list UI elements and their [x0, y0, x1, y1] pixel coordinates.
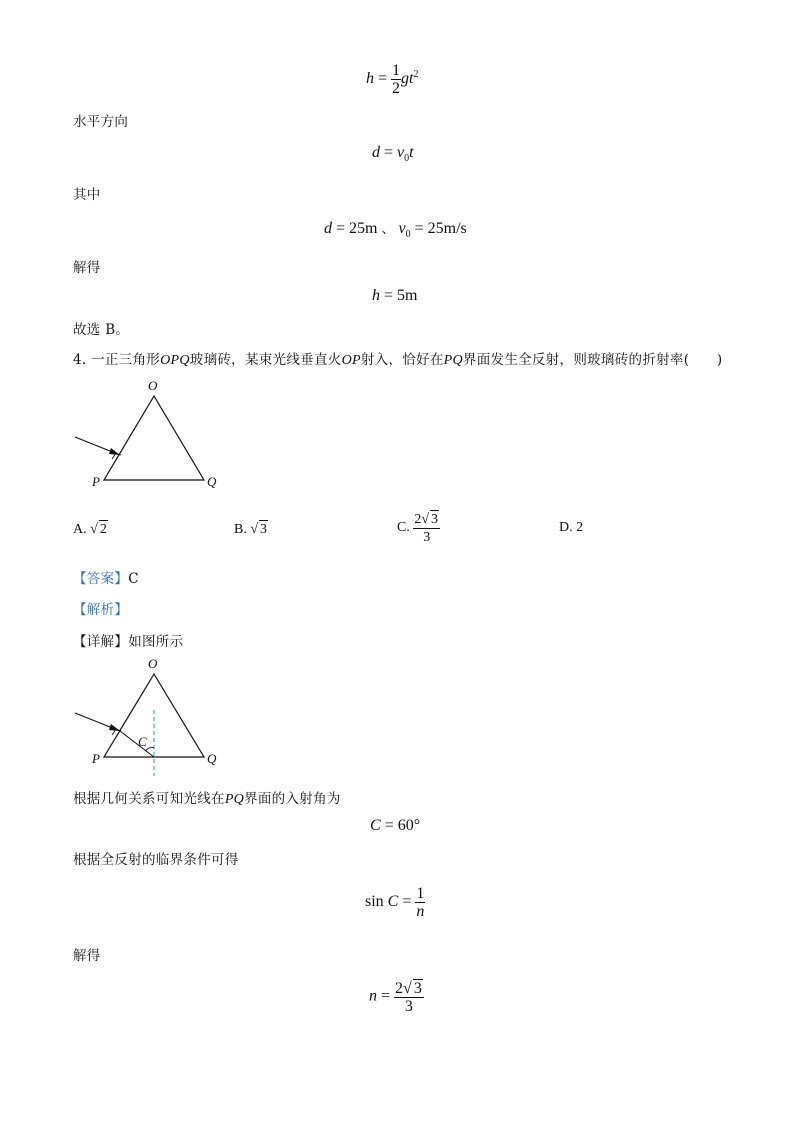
fraction: $\frac{1}{2}$: [392, 62, 401, 97]
option-a[interactable]: A. √ 2: [73, 522, 107, 537]
equation-given-values: d = 25m 、 $v_0 = 25m/s$: [324, 220, 467, 241]
option-c[interactable]: C. $\frac{2√ 3}{3}$: [397, 512, 439, 545]
text-geometry-relation: 根据几何关系可知光线在PQ界面的入射角为: [73, 791, 341, 807]
label-o: O: [148, 656, 158, 671]
text-choose-b: 故选 B。: [73, 322, 130, 338]
refracted-ray: [120, 731, 154, 757]
sqrt-sign: √: [250, 522, 259, 537]
text-where: 其中: [73, 187, 101, 203]
text-critical-condition: 根据全反射的临界条件可得: [73, 852, 239, 868]
figure-triangle-with-normal: [70, 654, 230, 778]
equation-sin-c: sin C = $\frac{1}{n}$: [365, 885, 425, 920]
label-p: P: [92, 474, 100, 489]
analysis-tag: 【解析】: [73, 602, 129, 618]
fraction: $\frac{1}{n}$: [416, 885, 425, 920]
fraction: $\frac{2√ 3}{3}$: [414, 512, 439, 545]
label-q: Q: [207, 751, 217, 766]
question-4-stem: 4. 一正三角形OPQ玻璃砖，某束光线垂直火OP射入，恰好在PQ界面发生全反射，则玻璃砖的折射率( ): [73, 352, 723, 368]
text-solve-2: 解得: [73, 948, 101, 964]
equation-h-half-gt2: h = $\frac{1}{2}$ $gt^2$: [366, 62, 419, 97]
text-solve: 解得: [73, 260, 101, 276]
equation-d-v0t: $d = v_0t$: [372, 144, 414, 165]
triangle-outline: [104, 396, 204, 480]
label-p: P: [92, 751, 100, 766]
label-c: C: [138, 734, 147, 749]
label-q: Q: [207, 474, 217, 489]
option-b[interactable]: B. √ 3: [234, 522, 268, 537]
option-d[interactable]: D. 2: [559, 520, 584, 535]
detail-line: 【详解】如图所示: [73, 634, 184, 650]
triangle-outline: [104, 674, 204, 757]
text-horizontal-direction: 水平方向: [73, 114, 129, 130]
sqrt-sign: √: [90, 522, 98, 537]
fraction: $\frac{2√ 3}{3}$: [395, 980, 422, 1015]
equation-c-60: C = 60°: [370, 817, 421, 834]
figure-triangle-opq: [70, 374, 230, 492]
equation-n: n = $\frac{2√ 3}{3}$: [369, 980, 422, 1015]
label-o: O: [148, 378, 158, 393]
answer-line: 【答案】C: [73, 571, 139, 587]
equation-h-5m: h = 5m: [372, 287, 418, 304]
